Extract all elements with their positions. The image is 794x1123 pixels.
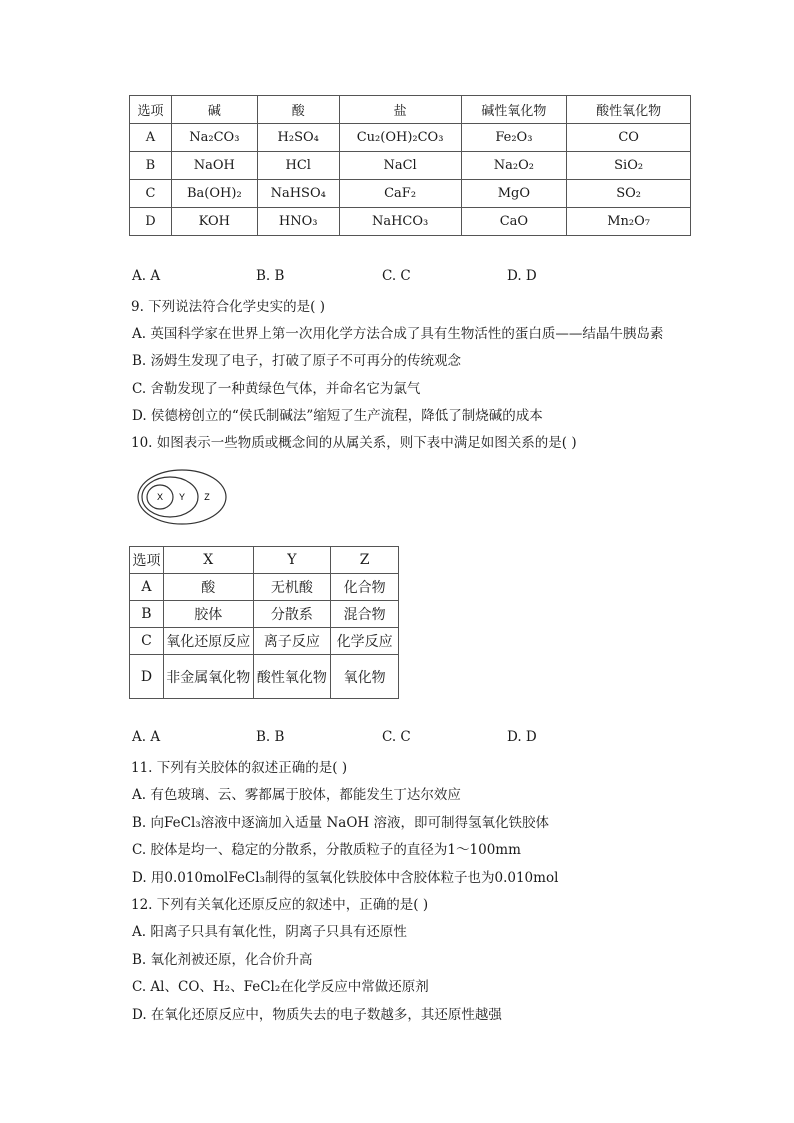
table-header-cell: Y	[253, 547, 331, 574]
table-header-cell: 选项	[130, 96, 172, 124]
table-row	[130, 601, 399, 628]
table-header-row	[130, 547, 399, 574]
table-cell: SiO₂	[567, 152, 691, 180]
table-cell: Na₂CO₃	[171, 124, 257, 152]
question-12-stem: 12. 下列有关氧化还原反应的叙述中，正确的是( )	[131, 897, 429, 913]
table-cell: Na₂O₂	[461, 152, 567, 180]
choice-d: D. D	[507, 268, 537, 284]
venn-label-z: Z	[204, 492, 210, 502]
question-11-stem: 11. 下列有关胶体的叙述正确的是( )	[131, 760, 348, 776]
table-cell: NaCl	[339, 152, 461, 180]
table-row	[130, 180, 691, 208]
table-cell: D	[130, 208, 172, 236]
table-cell: 酸性氧化物	[253, 655, 331, 699]
table-cell: B	[130, 152, 172, 180]
table-cell: Cu₂(OH)₂CO₃	[339, 124, 461, 152]
table-cell: 氧化物	[331, 655, 399, 699]
q9-option-d: D. 侯德榜创立的“侯氏制碱法”缩短了生产流程，降低了制烧碱的成本	[132, 408, 543, 424]
table-cell: MgO	[461, 180, 567, 208]
choice-a: A. A	[132, 729, 161, 745]
table-row	[130, 152, 691, 180]
table-cell: 化合物	[331, 574, 399, 601]
table-header-cell: Z	[331, 547, 399, 574]
table-cell: D	[130, 655, 164, 699]
venn-label-y: Y	[178, 492, 186, 502]
table-cell: HNO₃	[257, 208, 339, 236]
q11-option-d: D. 用0.010molFeCl₃制得的氢氧化铁胶体中含胶体粒子也为0.010mol	[132, 870, 559, 886]
table-cell: B	[130, 601, 164, 628]
table-row	[130, 208, 691, 236]
table-cell: HCl	[257, 152, 339, 180]
table-header-cell: 选项	[130, 547, 164, 574]
choice-d: D. D	[507, 729, 537, 745]
table-cell: SO₂	[567, 180, 691, 208]
table-cell: A	[130, 124, 172, 152]
choice-b: B. B	[256, 729, 285, 745]
table-cell: C	[130, 180, 172, 208]
table-header-cell: 碱	[171, 96, 257, 124]
table-header-cell: 盐	[339, 96, 461, 124]
q12-option-a: A. 阳离子只具有氧化性，阴离子只具有还原性	[132, 924, 407, 940]
q9-option-a: A. 英国科学家在世界上第一次用化学方法合成了具有生物活性的蛋白质——结晶牛胰岛素	[132, 326, 664, 342]
table-cell: 胶体	[163, 601, 253, 628]
venn-circle-y	[142, 477, 198, 517]
table-cell: NaOH	[171, 152, 257, 180]
choice-c: C. C	[382, 729, 411, 745]
table-cell: 离子反应	[253, 628, 331, 655]
table-header-cell: 酸	[257, 96, 339, 124]
table-row	[130, 124, 691, 152]
table-8	[129, 95, 691, 236]
table-row	[130, 655, 399, 699]
question-10-stem: 10. 如图表示一些物质或概念间的从属关系，则下表中满足如图关系的是( )	[131, 435, 577, 451]
table-cell: 酸	[163, 574, 253, 601]
table-header-cell: 碱性氧化物	[461, 96, 567, 124]
table-cell: CO	[567, 124, 691, 152]
table-cell: Ba(OH)₂	[171, 180, 257, 208]
q12-option-b: B. 氧化剂被还原，化合价升高	[132, 952, 313, 968]
table-cell: 化学反应	[331, 628, 399, 655]
q11-option-a: A. 有色玻璃、云、雾都属于胶体，都能发生丁达尔效应	[132, 787, 461, 803]
q12-option-c: C. Al、CO、H₂、FeCl₂在化学反应中常做还原剂	[132, 979, 429, 995]
table-cell: 无机酸	[253, 574, 331, 601]
table-cell: Fe₂O₃	[461, 124, 567, 152]
table-header-row	[130, 96, 691, 124]
choice-c: C. C	[382, 268, 411, 284]
table-row	[130, 628, 399, 655]
table-cell: H₂SO₄	[257, 124, 339, 152]
table-cell: NaHCO₃	[339, 208, 461, 236]
table-cell: CaF₂	[339, 180, 461, 208]
table-cell: 分散系	[253, 601, 331, 628]
table-cell: KOH	[171, 208, 257, 236]
question-9-stem: 9. 下列说法符合化学史实的是( )	[131, 299, 325, 315]
q9-option-c: C. 舍勒发现了一种黄绿色气体，并命名它为氯气	[132, 381, 421, 397]
table-10	[129, 546, 399, 699]
q9-option-b: B. 汤姆生发现了电子，打破了原子不可再分的传统观念	[132, 353, 462, 369]
choice-b: B. B	[256, 268, 285, 284]
q12-option-d: D. 在氧化还原反应中，物质失去的电子数越多，其还原性越强	[132, 1007, 502, 1023]
table-cell: 氧化还原反应	[163, 628, 253, 655]
q11-option-c: C. 胶体是均一、稳定的分散系，分散质粒子的直径为1～100mm	[132, 842, 521, 858]
venn-label-x: X	[156, 492, 164, 502]
table-header-cell: 酸性氧化物	[567, 96, 691, 124]
table-header-cell: X	[163, 547, 253, 574]
choice-a: A. A	[132, 268, 161, 284]
table-cell: CaO	[461, 208, 567, 236]
table-cell: C	[130, 628, 164, 655]
table-cell: Mn₂O₇	[567, 208, 691, 236]
table-cell: A	[130, 574, 164, 601]
table-cell: 非金属氧化物	[163, 655, 253, 699]
table-cell: NaHSO₄	[257, 180, 339, 208]
table-cell: 混合物	[331, 601, 399, 628]
venn-diagram	[136, 468, 230, 528]
table-row	[130, 574, 399, 601]
q11-option-b: B. 向FeCl₃溶液中逐滴加入适量 NaOH 溶液，即可制得氢氧化铁胶体	[132, 815, 549, 831]
